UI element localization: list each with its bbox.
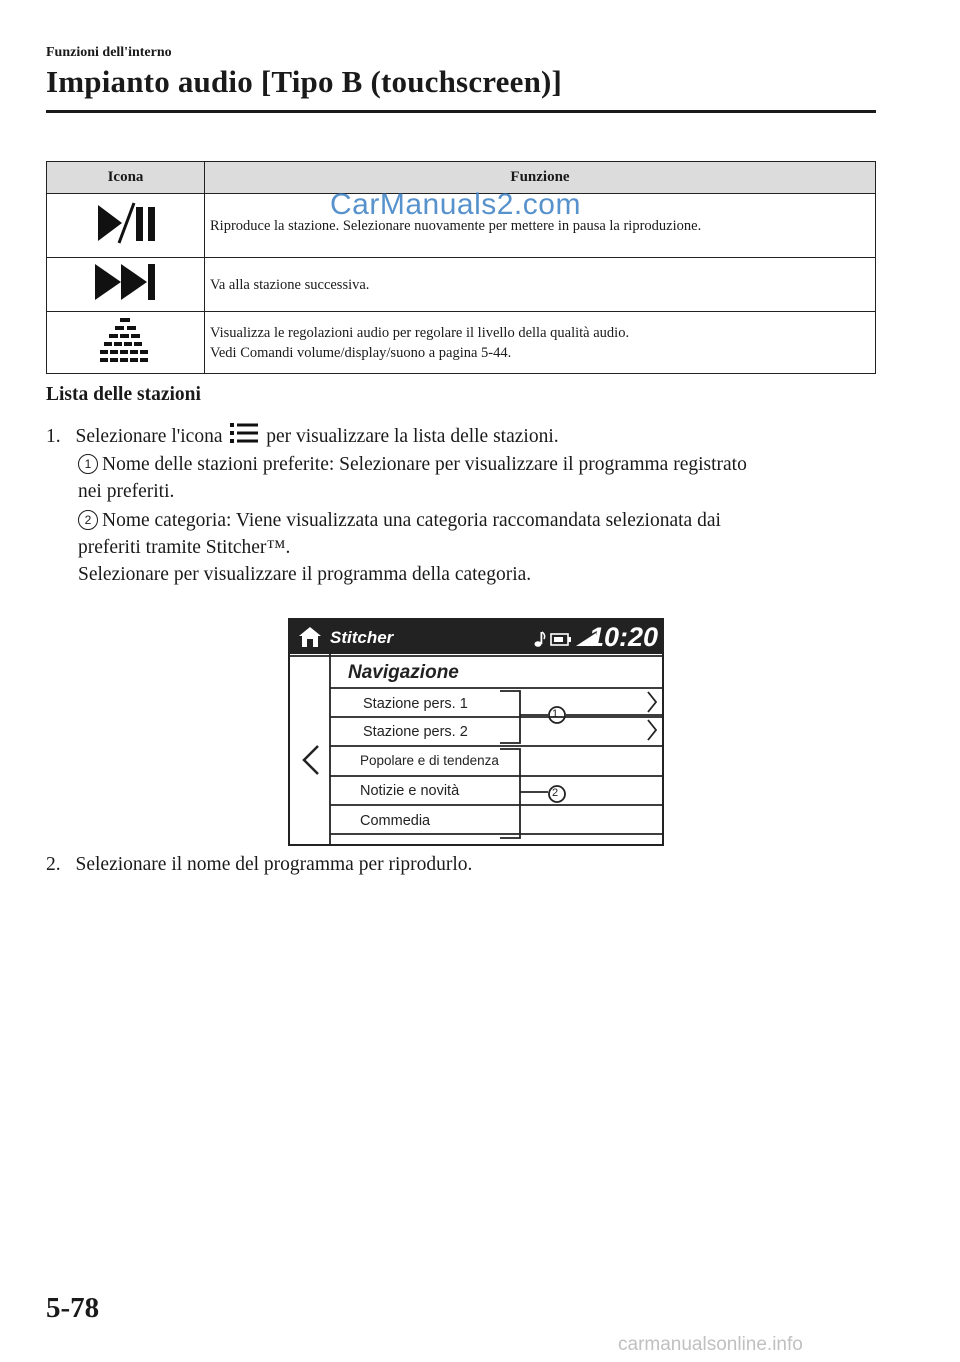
callout-marker-2: 2 bbox=[78, 510, 98, 530]
list-item[interactable]: Stazione pers. 1 bbox=[363, 696, 468, 712]
title-rule bbox=[46, 110, 876, 113]
function-text-line: Visualizza le regolazioni audio per regolare il livello della qualità audio. bbox=[210, 324, 630, 341]
note-text: : Viene visualizzata una categoria raccomandata selezionata dai bbox=[225, 510, 721, 531]
music-note-icon bbox=[534, 630, 546, 648]
step-2 bbox=[46, 852, 472, 878]
play-pause-icon bbox=[90, 201, 162, 245]
step-number: 1. bbox=[46, 426, 61, 447]
watermark: CarManuals2.com bbox=[330, 188, 581, 221]
note-2 bbox=[78, 508, 721, 534]
battery-icon bbox=[550, 633, 572, 647]
home-icon bbox=[298, 626, 322, 648]
equalizer-icon bbox=[98, 316, 154, 364]
list-heading: Navigazione bbox=[348, 662, 459, 683]
step-1 bbox=[46, 422, 559, 450]
note-label: Nome delle stazioni preferite bbox=[102, 454, 329, 475]
note-text: : Selezionare per visualizzare il programma registrato bbox=[328, 454, 747, 475]
list-item[interactable]: Popolare e di tendenza bbox=[360, 753, 499, 768]
section-heading: Lista delle stazioni bbox=[46, 384, 201, 405]
step-text: Selezionare il nome del programma per riprodurlo. bbox=[75, 854, 473, 875]
note-label: Nome categoria bbox=[102, 510, 226, 531]
icon-cell bbox=[47, 258, 205, 312]
icon-cell bbox=[47, 312, 205, 374]
col-icon-header: Icona bbox=[47, 162, 205, 194]
callout-marker-1: 1 bbox=[78, 454, 98, 474]
callout-2: 2 bbox=[552, 787, 559, 799]
note-2-line3: Selezionare per visualizzare il programma della categoria. bbox=[78, 564, 532, 585]
list-item[interactable]: Commedia bbox=[360, 813, 431, 829]
function-text bbox=[205, 312, 876, 374]
list-item[interactable]: Stazione pers. 2 bbox=[363, 724, 468, 740]
icon-cell bbox=[47, 194, 205, 258]
note-1 bbox=[78, 452, 747, 478]
table-row bbox=[47, 258, 876, 312]
page-number: 5-78 bbox=[46, 1292, 100, 1324]
status-bar bbox=[290, 620, 662, 654]
page-title: Impianto audio [Tipo B (touchscreen)] bbox=[46, 64, 563, 99]
function-text-line: Vedi Comandi volume/display/suono a pagina 5-44. bbox=[210, 344, 512, 361]
step-text: Selezionare l'icona bbox=[75, 426, 223, 447]
section-label: Funzioni dell'interno bbox=[46, 45, 172, 60]
footer-site: carmanualsonline.info bbox=[618, 1334, 803, 1355]
list-icon bbox=[229, 422, 259, 444]
col-function-header: Funzione bbox=[205, 162, 876, 194]
note-1-cont: nei preferiti. bbox=[78, 481, 175, 502]
function-text: Riproduce la stazione. Selezionare nuovamente per mettere in pausa la riproduzione. bbox=[205, 194, 876, 258]
screen-lines bbox=[290, 654, 662, 846]
skip-forward-icon bbox=[93, 262, 159, 302]
table-row bbox=[47, 312, 876, 374]
function-text: Va alla stazione successiva. bbox=[205, 258, 876, 312]
step-number: 2. bbox=[46, 854, 61, 875]
callout-1: 1 bbox=[552, 708, 559, 720]
stitcher-screen-illustration bbox=[288, 618, 664, 846]
step-text: per visualizzare la lista delle stazioni. bbox=[266, 426, 559, 447]
clock: 10:20 bbox=[588, 622, 658, 652]
list-item[interactable]: Notizie e novità bbox=[360, 783, 460, 799]
note-2-cont: preferiti tramite Stitcher™. bbox=[78, 537, 291, 558]
app-name: Stitcher bbox=[330, 628, 394, 647]
